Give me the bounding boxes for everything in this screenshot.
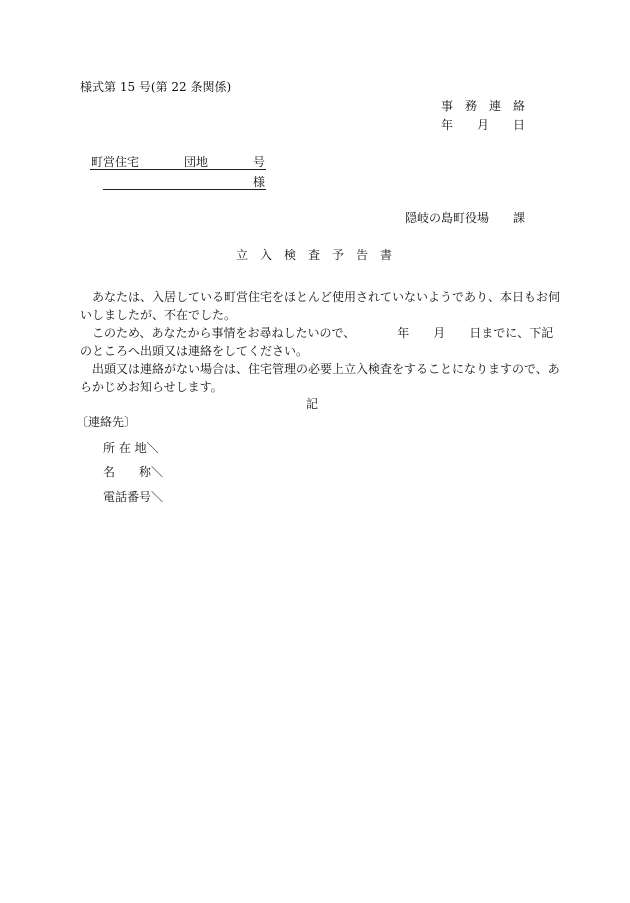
name-underline [103, 189, 266, 190]
address-underline [90, 169, 266, 170]
body-line: あなたは、入居している町営住宅をほとんど使用されていないようであり、本日もお伺 [92, 290, 561, 304]
name-label: 名 称＼ [103, 465, 164, 479]
phone-label: 電話番号＼ [103, 490, 164, 504]
ki-marker: 記 [306, 397, 319, 411]
number-suffix: 号 [253, 155, 266, 169]
body-line: のところへ出頭又は連絡をしてください。 [80, 344, 309, 358]
body-line: らかじめお知らせします。 [80, 380, 223, 394]
sender: 隠岐の島町役場 課 [405, 211, 526, 225]
body-line: このため、あなたから事情をお尋ねしたいので、 年 月 日までに、下記 [92, 326, 554, 340]
complex-label: 団地 [184, 155, 209, 169]
housing-label: 町営住宅 [91, 155, 140, 169]
contact-heading: 〔連絡先〕 [76, 415, 137, 429]
honorific: 様 [253, 175, 266, 189]
date-line: 年 月 日 [441, 118, 526, 132]
body-line: 出頭又は連絡がない場合は、住宅管理の必要上立入検査をすることになりますので、あ [92, 362, 560, 376]
notice-type: 事 務 連 絡 [441, 99, 526, 113]
form-number: 様式第 15 号(第 22 条関係) [80, 80, 232, 94]
body-line: いしましたが、不在でした。 [80, 308, 237, 322]
address-label: 所 在 地＼ [103, 441, 159, 455]
document-title: 立 入 検 査 予 告 書 [236, 248, 393, 262]
